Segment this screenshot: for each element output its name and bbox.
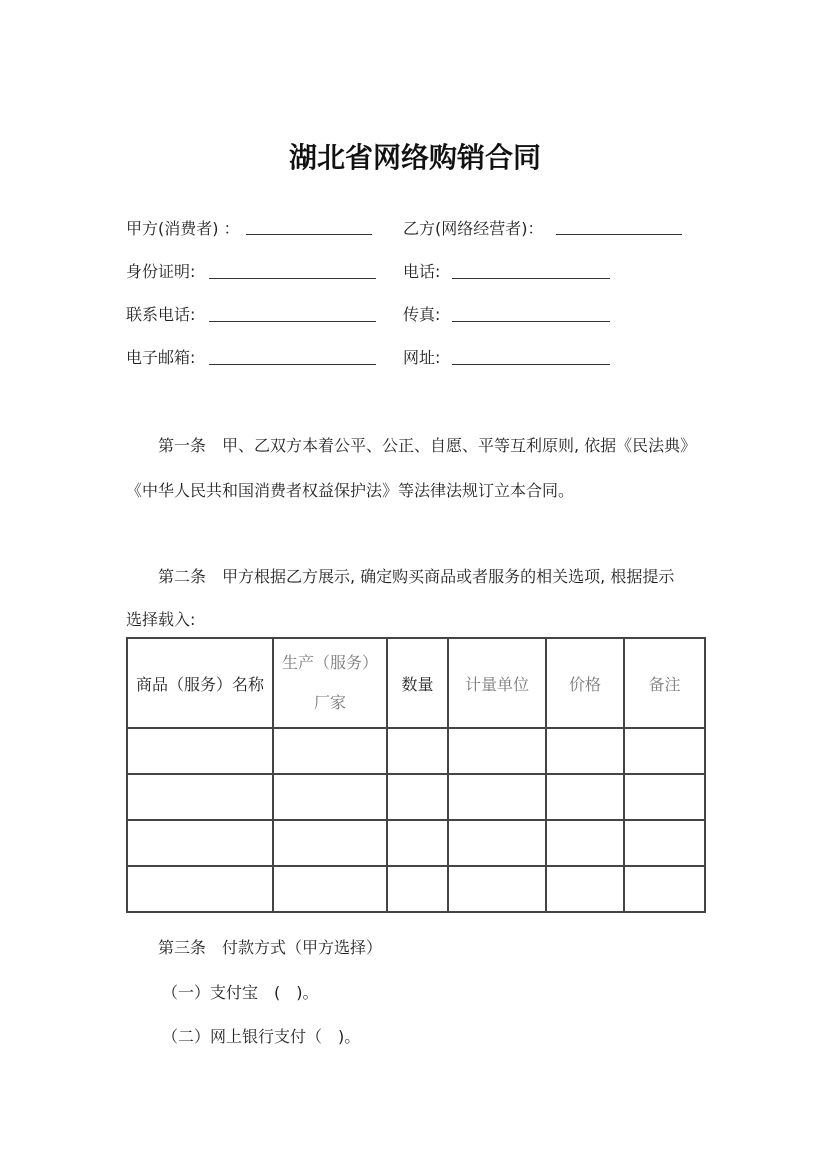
article1-line2: 《中华人民共和国消费者权益保护法》等法律法规订立本合同。	[126, 481, 575, 500]
payment-option-alipay[interactable]: （一）支付宝 ( )。	[162, 983, 319, 1002]
table-cell[interactable]	[546, 774, 624, 820]
article1-line1: 第一条 甲、乙双方本着公平、公正、自愿、平等互利原则, 依据《民法典》	[158, 436, 697, 455]
table-cell[interactable]	[273, 820, 387, 866]
article3-heading: 第三条 付款方式（甲方选择）	[158, 938, 383, 957]
website-blank[interactable]	[452, 364, 610, 365]
fax-blank[interactable]	[452, 321, 610, 322]
table-cell[interactable]	[273, 774, 387, 820]
table-cell[interactable]	[546, 728, 624, 774]
table-cell[interactable]	[387, 820, 448, 866]
email-label: 电子邮箱:	[126, 348, 196, 367]
table-cell[interactable]	[546, 820, 624, 866]
table-cell[interactable]	[127, 774, 273, 820]
table-cell[interactable]	[624, 728, 705, 774]
contact-phone-blank[interactable]	[209, 321, 376, 322]
table-cell[interactable]	[624, 866, 705, 912]
phone-blank[interactable]	[452, 278, 610, 279]
table-cell[interactable]	[448, 820, 546, 866]
header-goods-name: 商品（服务）名称	[127, 638, 273, 728]
table-row	[127, 728, 705, 774]
table-row	[127, 866, 705, 912]
table-cell[interactable]	[127, 728, 273, 774]
goods-table	[126, 637, 706, 913]
article2-line1: 第二条 甲方根据乙方展示, 确定购买商品或者服务的相关选项, 根据提示	[158, 567, 675, 586]
header-manufacturer-line1: 生产（服务）	[281, 653, 378, 672]
party-b-label: 乙方(网络经营者)：	[403, 219, 544, 238]
party-a-label: 甲方(消费者) ：	[126, 219, 240, 238]
table-cell[interactable]	[273, 866, 387, 912]
email-blank[interactable]	[209, 364, 376, 365]
phone-label: 电话:	[403, 262, 441, 281]
table-cell[interactable]	[546, 866, 624, 912]
header-remarks: 备注	[624, 638, 705, 728]
document-title: 湖北省网络购销合同	[288, 141, 541, 174]
header-manufacturer-line2: 厂家	[313, 693, 346, 712]
party-b-blank[interactable]	[556, 234, 682, 235]
table-cell[interactable]	[448, 866, 546, 912]
id-label: 身份证明:	[126, 262, 196, 281]
header-quantity: 数量	[387, 638, 448, 728]
table-row	[127, 774, 705, 820]
table-cell[interactable]	[387, 866, 448, 912]
table-cell[interactable]	[127, 820, 273, 866]
header-unit: 计量单位	[448, 638, 546, 728]
table-cell[interactable]	[127, 866, 273, 912]
payment-option-online-bank[interactable]: （二）网上银行支付（ )。	[162, 1027, 361, 1046]
id-blank[interactable]	[209, 278, 376, 279]
table-header-row	[127, 638, 705, 728]
header-manufacturer	[273, 638, 387, 728]
article2-line2: 选择载入:	[126, 610, 196, 629]
table-row	[127, 820, 705, 866]
header-price: 价格	[546, 638, 624, 728]
table-cell[interactable]	[387, 728, 448, 774]
table-cell[interactable]	[448, 728, 546, 774]
table-cell[interactable]	[448, 774, 546, 820]
table-cell[interactable]	[387, 774, 448, 820]
contact-phone-label: 联系电话:	[126, 305, 196, 324]
table-cell[interactable]	[624, 820, 705, 866]
table-cell[interactable]	[273, 728, 387, 774]
fax-label: 传真:	[403, 305, 441, 324]
party-a-blank[interactable]	[246, 234, 372, 235]
table-cell[interactable]	[624, 774, 705, 820]
website-label: 网址:	[403, 348, 441, 367]
